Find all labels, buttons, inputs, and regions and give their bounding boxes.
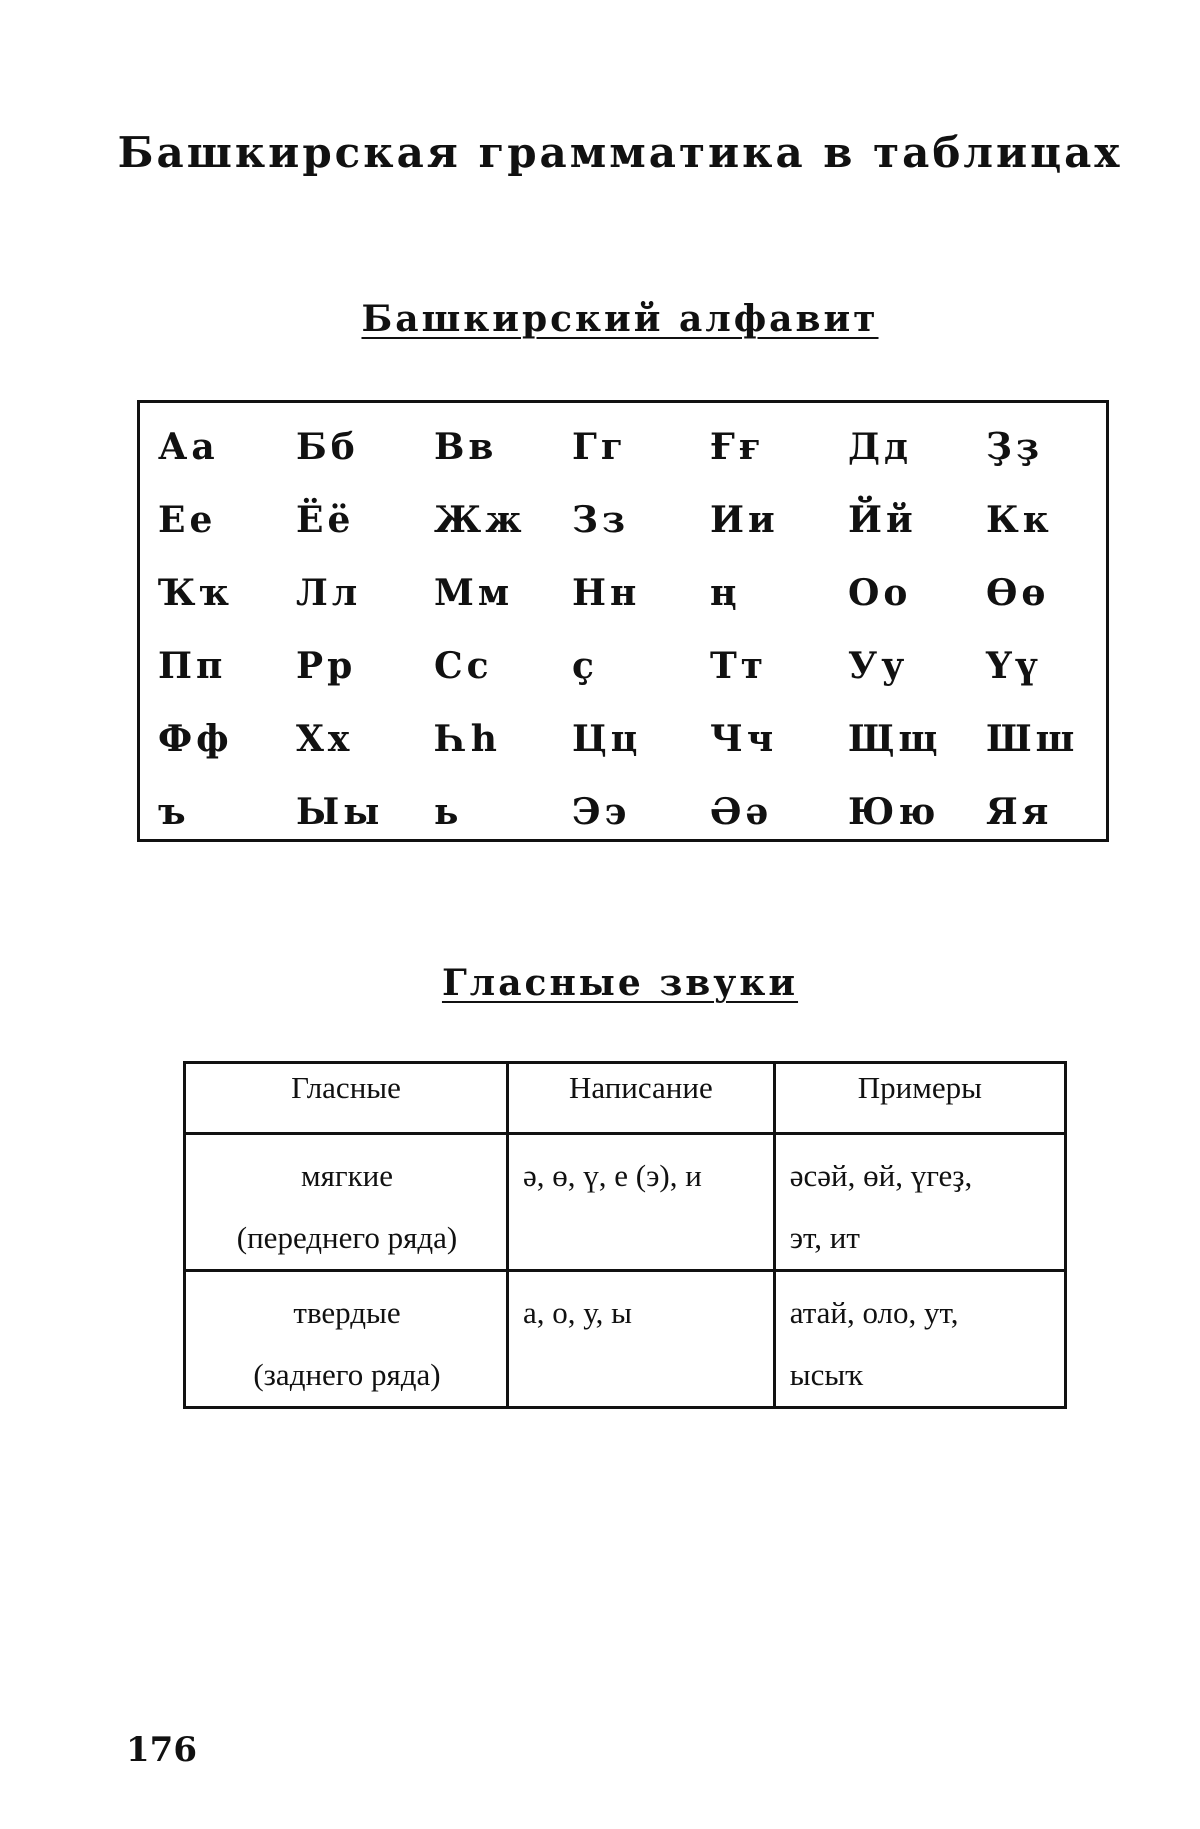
alphabet-letter: Тт [710, 645, 768, 687]
alphabet-letter: Өө [986, 572, 1050, 614]
spelling-text: а, о, у, ы [523, 1295, 632, 1330]
alphabet-letter: Яя [986, 791, 1053, 833]
vowel-type-cell [185, 1271, 508, 1408]
vowel-type-name: твердые [293, 1295, 401, 1330]
alphabet-letter: Цц [572, 718, 642, 760]
table-row [185, 1271, 1066, 1408]
alphabet-letter: Ее [158, 499, 217, 541]
vowels-section-title [0, 962, 1200, 1004]
vowel-type-name: мягкие [300, 1158, 393, 1193]
column-header-spelling: Написание [508, 1063, 775, 1134]
alphabet-letter: Юю [848, 791, 940, 833]
alphabet-letter: Йй [848, 499, 917, 541]
alphabet-letter: Сс [434, 645, 493, 687]
alphabet-letter: Вв [434, 426, 498, 468]
table-row [185, 1134, 1066, 1271]
alphabet-letter: Хх [296, 718, 354, 760]
alphabet-letter: Һһ [434, 718, 501, 760]
spelling-cell [508, 1134, 775, 1271]
alphabet-letter: Лл [296, 572, 362, 614]
spelling-text: ә, ө, ү, е (э), и [523, 1158, 702, 1193]
alphabet-letter: Ёё [296, 499, 355, 541]
alphabet-letter: Чч [710, 718, 778, 760]
alphabet-title-text: Башкирский алфавит [361, 298, 879, 340]
spelling-cell [508, 1271, 775, 1408]
alphabet-letter: Ғғ [710, 426, 765, 468]
alphabet-letter: Ыы [296, 791, 384, 833]
table-header-row [185, 1063, 1066, 1134]
page-number: 176 [126, 1730, 197, 1770]
column-header-vowels: Гласные [185, 1063, 508, 1134]
alphabet-letter: Оо [848, 572, 912, 614]
vowels-title-text: Гласные звуки [441, 962, 799, 1004]
alphabet-letter: Бб [296, 426, 359, 468]
examples-cell [774, 1271, 1065, 1408]
alphabet-letter: Шш [986, 718, 1079, 760]
alphabet-letter: Зз [572, 499, 629, 541]
page-title: Башкирская грамматика в таблицах [117, 128, 1123, 177]
alphabet-letter: Аа [158, 426, 219, 468]
alphabet-letter: Ии [710, 499, 779, 541]
alphabet-letter: Ҡҡ [158, 572, 234, 614]
vowel-type-cell [185, 1134, 508, 1271]
alphabet-letter: Щщ [848, 718, 942, 760]
alphabet-letter: Нн [572, 572, 641, 614]
alphabet-table [137, 400, 1109, 842]
alphabet-letter: Мм [434, 572, 514, 614]
alphabet-section-title [0, 298, 1200, 340]
examples-text: ысыҡ [789, 1357, 863, 1392]
alphabet-letter: Уу [848, 645, 909, 687]
vowel-type-note: (переднего ряда) [236, 1220, 458, 1255]
examples-text: эт, ит [789, 1220, 860, 1255]
alphabet-letter: Фф [158, 718, 233, 760]
alphabet-letter: Әә [710, 791, 773, 833]
alphabet-letter: Пп [158, 645, 227, 687]
alphabet-letter: Дд [848, 426, 913, 468]
alphabet-letter: Үү [986, 645, 1041, 687]
examples-text: атай, оло, ут, [789, 1295, 959, 1330]
alphabet-letter: Ҙҙ [986, 426, 1043, 468]
column-header-examples: Примеры [774, 1063, 1065, 1134]
alphabet-letter: Жж [434, 499, 526, 541]
examples-text: әсәй, өй, үгеҙ, [789, 1158, 973, 1193]
alphabet-letter: Ээ [572, 791, 631, 833]
vowel-type-note: (заднего ряда) [253, 1357, 441, 1392]
alphabet-letter: ь [434, 791, 463, 833]
alphabet-letter: ъ [158, 791, 190, 833]
alphabet-letter: Рр [296, 645, 357, 687]
alphabet-letter: ç [572, 645, 598, 687]
vowels-table [183, 1061, 1067, 1409]
alphabet-letter: Кк [986, 499, 1053, 541]
examples-cell [774, 1134, 1065, 1271]
alphabet-letter: ң [710, 572, 741, 614]
alphabet-letter: Гг [572, 426, 627, 468]
